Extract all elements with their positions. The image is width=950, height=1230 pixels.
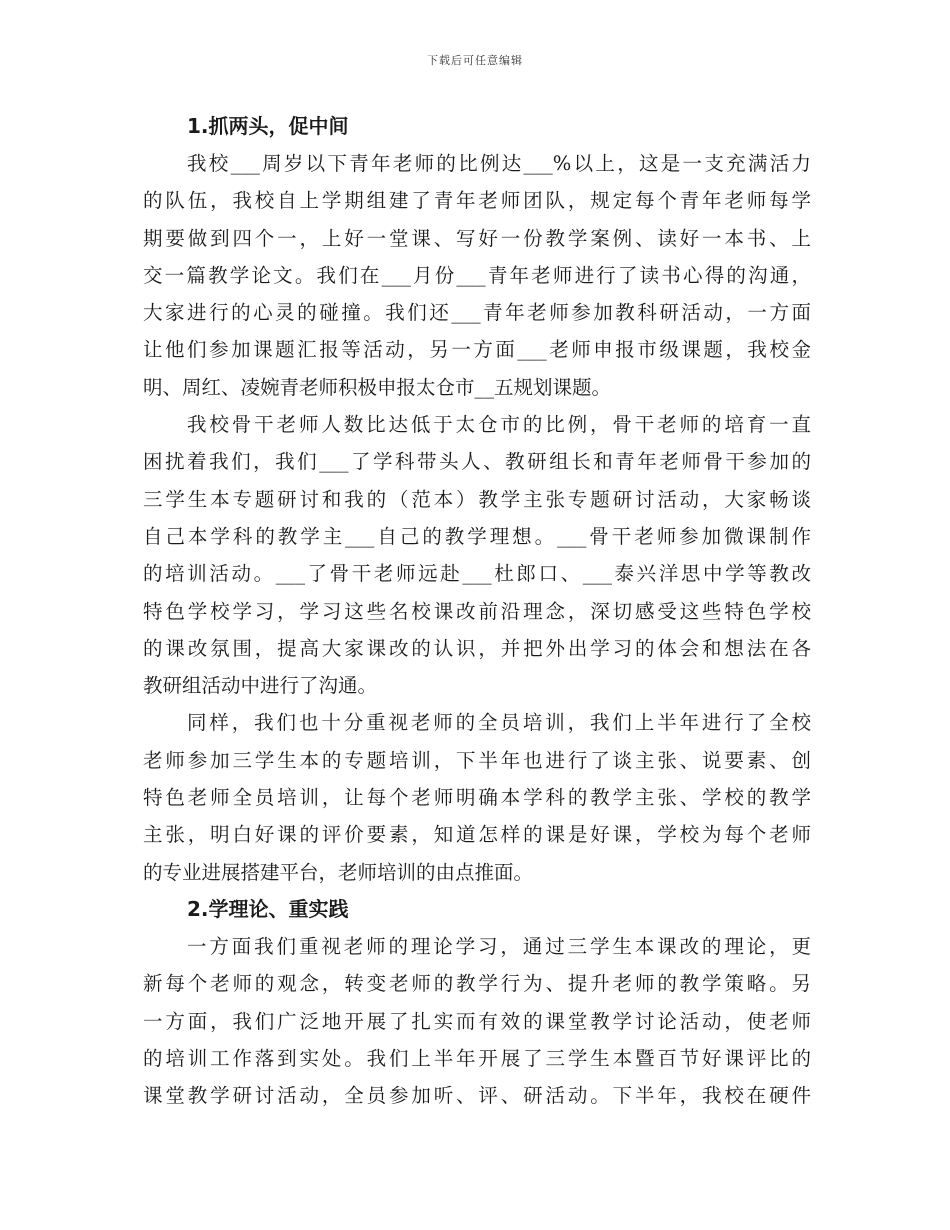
paragraph bbox=[143, 704, 811, 890]
text-line: 的培训活动。___了骨干老师远赴___杜郎口、___泰兴洋思中学等教改 bbox=[143, 562, 811, 586]
paragraph bbox=[143, 145, 811, 406]
document-body bbox=[143, 108, 811, 1114]
text-line: 教研组活动中进行了沟通。 bbox=[143, 674, 378, 698]
section-heading: 1.抓两头，促中间 bbox=[187, 114, 349, 138]
text-line: 三学生本专题研讨和我的（范本）教学主张专题研讨活动，大家畅谈 bbox=[143, 487, 811, 511]
text-line: 我校___周岁以下青年老师的比例达___%以上，这是一支充满活力 bbox=[187, 152, 811, 175]
text-line: 自己本学科的教学主___自己的教学理想。___骨干老师参加微课制作 bbox=[143, 524, 811, 548]
text-line: 让他们参加课题汇报等活动，另一方面___老师申报市级课题，我校金 bbox=[143, 338, 811, 362]
text-line: 特色学校学习，学习这些名校课改前沿理念，深切感受这些特色学校 bbox=[143, 599, 811, 623]
text-line: 特色老师全员培训，让每个老师明确本学科的教学主张、学校的教学 bbox=[143, 786, 811, 810]
text-line: 新每个老师的观念，转变老师的教学行为、提升老师的教学策略。另 bbox=[143, 972, 811, 996]
text-line: 的队伍，我校自上学期组建了青年老师团队，规定每个青年老师每学 bbox=[143, 189, 811, 213]
text-line: 的培训工作落到实处。我们上半年开展了三学生本暨百节好课评比的 bbox=[143, 1046, 811, 1070]
text-line: 我校骨干老师人数比达低于太仓市的比例，骨干老师的培育一直 bbox=[187, 413, 811, 437]
text-line: 交一篇教学论文。我们在___月份___青年老师进行了读书心得的沟通， bbox=[143, 263, 811, 287]
text-line: 一方面我们重视老师的理论学习，通过三学生本课改的理论，更 bbox=[187, 934, 811, 958]
text-line: 同样，我们也十分重视老师的全员培训，我们上半年进行了全校 bbox=[187, 711, 811, 735]
text-line: 大家进行的心灵的碰撞。我们还___青年老师参加教科研活动，一方面 bbox=[143, 301, 811, 325]
text-line: 困扰着我们，我们___了学科带头人、教研组长和青年老师骨干参加的 bbox=[143, 450, 811, 474]
text-line: 课堂教学研讨活动，全员参加听、评、研活动。下半年，我校在硬件 bbox=[143, 1084, 811, 1108]
text-line: 一方面，我们广泛地开展了扎实而有效的课堂教学讨论活动，使老师 bbox=[143, 1009, 811, 1033]
page-header-watermark: 下载后可任意编辑 bbox=[427, 54, 523, 67]
paragraph bbox=[143, 928, 811, 1114]
text-line: 主张，明白好课的评价要素，知道怎样的课是好课，学校为每个老师 bbox=[143, 823, 811, 847]
text-line: 老师参加三学生本的专题培训，下半年也进行了谈主张、说要素、创 bbox=[143, 748, 811, 772]
paragraph bbox=[143, 406, 811, 704]
text-line: 明、周红、凌婉青老师积极申报太仓市__五规划课题。 bbox=[143, 375, 612, 399]
section-heading: 2.学理论、重实践 bbox=[187, 896, 349, 921]
text-line: 的专业进展搭建平台，老师培训的由点推面。 bbox=[143, 860, 534, 884]
text-line: 期要做到四个一，上好一堂课、写好一份教学案例、读好一本书、上 bbox=[143, 226, 811, 250]
text-line: 的课改氛围，提高大家课改的认识，并把外出学习的体会和想法在各 bbox=[143, 636, 811, 660]
